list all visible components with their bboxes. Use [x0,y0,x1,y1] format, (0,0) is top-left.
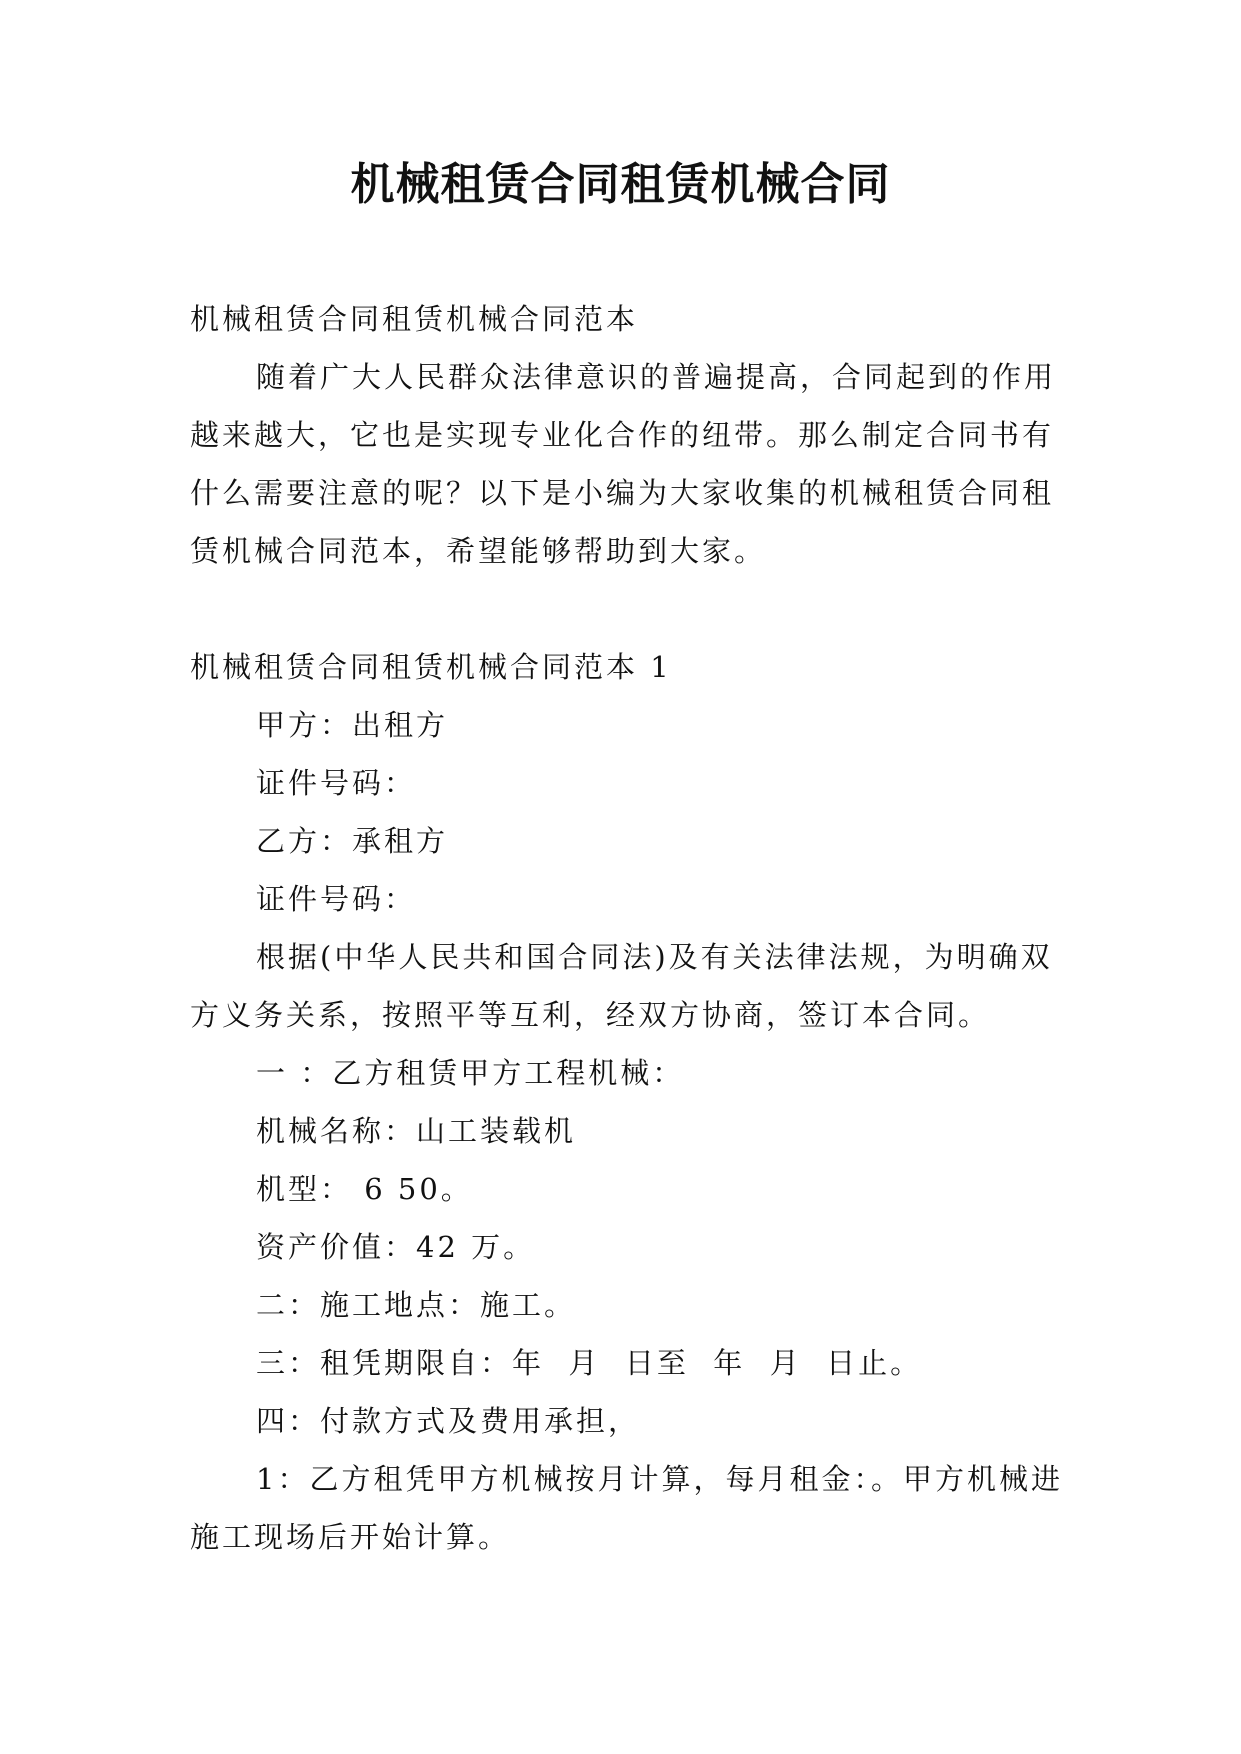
clause-4-item-1: 1：乙方租凭甲方机械按月计算，每月租金：。甲方机械进施工现场后开始计算。 [190,1462,1063,1554]
party-b-id-line: 证件号码： [256,882,417,916]
document-body [190,290,1070,1566]
party-a-line: 甲方：出租方 [256,708,449,742]
party-a-id-line: 证件号码： [256,766,417,800]
basis-paragraph: 根据(中华人民共和国合同法)及有关法律法规，为明确双方义务关系，按照平等互利，经双方协商，签订本合同。 [190,940,1053,1032]
intro-paragraph: 随着广大人民群众法律意识的普遍提高，合同起到的作用越来越大，它也是实现专业化合作的纽带。那么制定合同书有什么需要注意的呢？以下是小编为大家收集的机械租赁合同租赁机械合同范本，希望能够帮助到大家。 [190,360,1057,568]
machine-model-line: 机型： 6 50。 [256,1172,473,1206]
clause-3: 三：租凭期限自：年 月 日至 年 月 日止。 [256,1346,923,1380]
clause-4: 四：付款方式及费用承担， [256,1404,641,1438]
document-subtitle: 机械租赁合同租赁机械合同范本 [190,302,639,336]
clause-1: 一 ：乙方租赁甲方工程机械： [256,1056,685,1090]
section-heading: 机械租赁合同租赁机械合同范本 1 [190,650,672,684]
paragraph-spacer [190,580,1070,638]
machine-name-line: 机械名称：山工装载机 [256,1114,577,1148]
asset-value-line: 资产价值：42 万。 [256,1230,536,1264]
document-title: 机械租赁合同租赁机械合同 [350,159,891,210]
party-b-line: 乙方：承租方 [256,824,449,858]
clause-2: 二：施工地点：施工。 [256,1288,577,1322]
